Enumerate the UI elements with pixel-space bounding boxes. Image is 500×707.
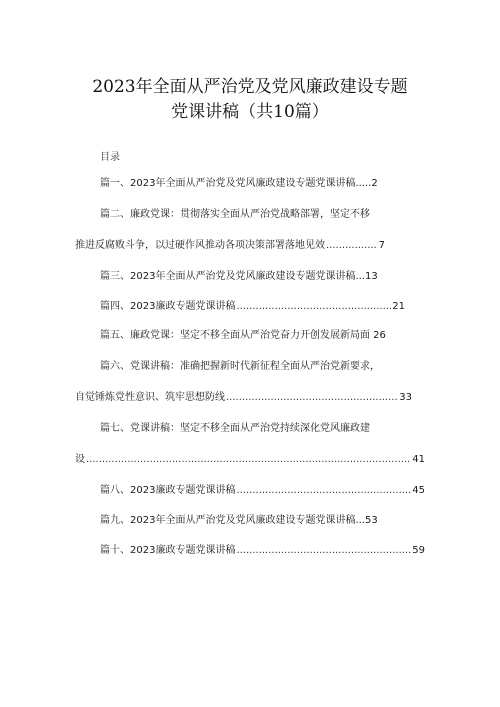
toc-leader-dots	[86, 453, 411, 467]
toc-entry[interactable]	[100, 514, 400, 528]
toc-entry-text: 篇二、廉政党课：贯彻落实全面从严治党战略部署，坚定不移	[100, 209, 370, 220]
toc-entry-text: 推进反腐败斗争，以过硬作风推动各项决策部署落地见效	[75, 240, 325, 251]
toc-entry-text: 篇六、党课讲稿：准确把握新时代新征程全面从严治党新要求，	[100, 361, 380, 372]
toc-page-number: 7	[378, 240, 385, 251]
toc-heading: 目录	[100, 152, 120, 163]
toc-entry-text: 篇七、党课讲稿：坚定不移全面从严治党持续深化党风廉政建	[100, 423, 370, 434]
toc-leader-dots	[236, 300, 391, 314]
toc-entry[interactable]	[75, 239, 385, 253]
toc-entry-text: 篇五、廉政党课：坚定不移全面从严治党奋力开创发展新局面 26	[100, 330, 386, 341]
toc-leader-dots	[326, 239, 378, 253]
toc-entry[interactable]	[100, 544, 425, 558]
toc-leader-dots	[236, 484, 411, 498]
toc-entry-text: 篇三、2023年全面从严治党及党风廉政建设专题党课讲稿...13	[100, 271, 378, 282]
toc-page-number: 59	[412, 545, 425, 556]
toc-page-number: 45	[412, 485, 425, 496]
toc-entry-text: 篇八、2023廉政专题党课讲稿	[100, 485, 236, 496]
toc-entry[interactable]	[100, 329, 410, 343]
toc-entry-text: 篇四、2023廉政专题党课讲稿	[100, 301, 236, 312]
toc-page-number: 21	[392, 301, 405, 312]
toc-entry-text: 篇十、2023廉政专题党课讲稿	[100, 545, 236, 556]
toc-leader-dots	[236, 544, 411, 558]
toc-entry[interactable]	[100, 300, 405, 314]
toc-page-number: 41	[412, 454, 425, 465]
toc-entry[interactable]	[100, 422, 410, 436]
toc-entry-text: 篇九、2023年全面从严治党及党风廉政建设专题党课讲稿...53	[100, 515, 378, 526]
toc-leader-dots	[226, 391, 398, 405]
toc-entry-text: 自觉锤炼党性意识、筑牢思想防线	[75, 392, 225, 403]
toc-entry[interactable]	[100, 177, 400, 191]
toc-entry[interactable]	[100, 208, 400, 222]
toc-page-number: 33	[399, 392, 412, 403]
toc-entry[interactable]	[75, 453, 425, 467]
toc-entry-text: 设	[75, 454, 85, 465]
document-title-line-1: 2023年全面从严治党及党风廉政建设专题	[92, 77, 408, 97]
toc-entry-text: 篇一、2023年全面从严治党及党风廉政建设专题党课讲稿.....2	[100, 178, 378, 189]
toc-entry[interactable]	[100, 360, 410, 374]
toc-entry[interactable]	[75, 391, 412, 405]
toc-entry[interactable]	[100, 270, 400, 284]
document-title-line-2: 党课讲稿（共10篇）	[171, 102, 329, 122]
toc-entry[interactable]	[100, 484, 425, 498]
